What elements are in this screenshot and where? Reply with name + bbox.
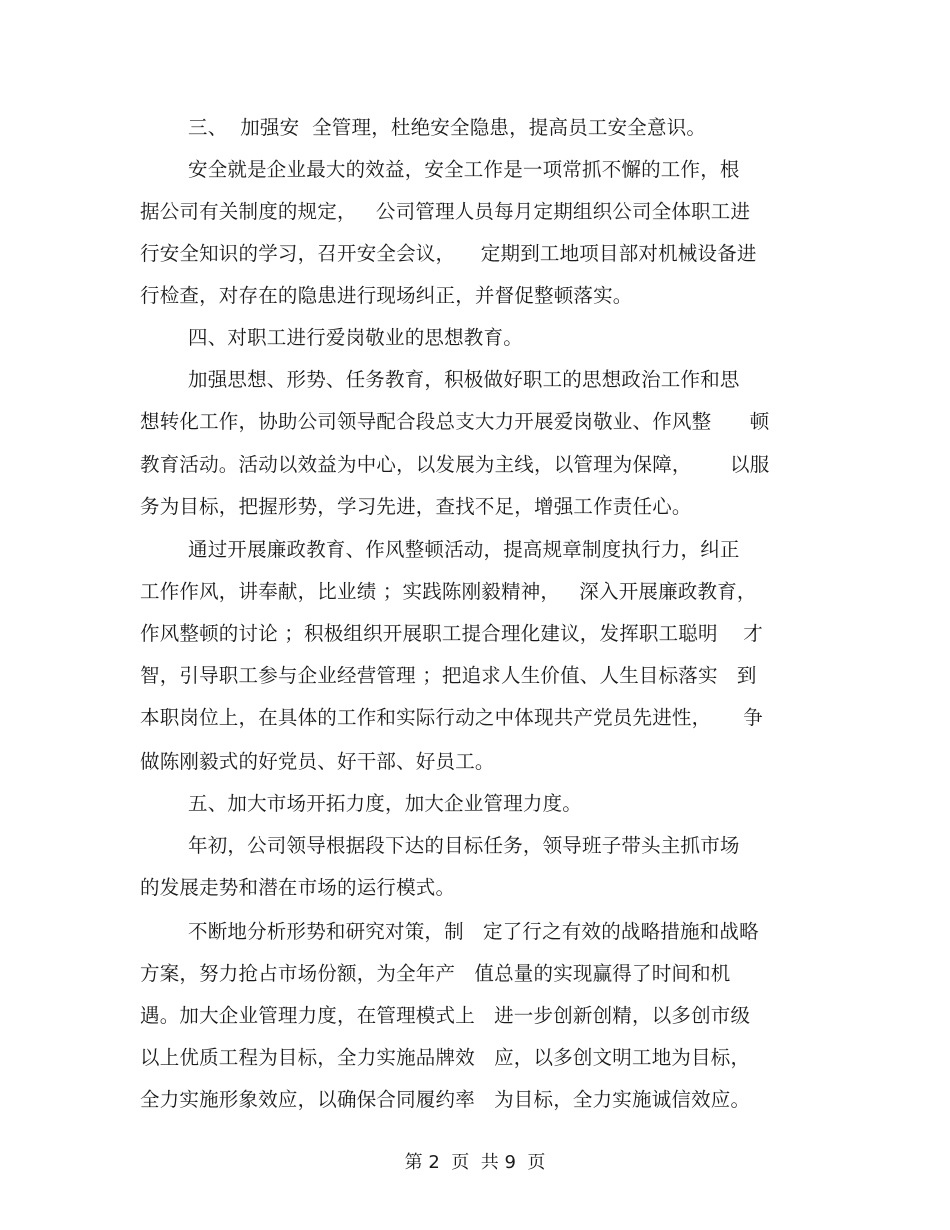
paragraph-line: 以上优质工程为目标，全力实施品牌效 应，以多创文明工地为目标， <box>140 1046 751 1069</box>
paragraph-line: 通过开展廉政教育、作风整顿活动，提高规章制度执行力，纠正 <box>188 538 740 561</box>
section-heading-safety: 三、 加强安 全管理，杜绝安全隐患，提高员工安全意识。 <box>188 116 707 139</box>
paragraph-line: 加强思想、形势、任务教育，积极做好职工的思想政治工作和思 <box>188 368 740 391</box>
paragraph-line: 做陈刚毅式的好党员、好干部、好员工。 <box>140 750 495 773</box>
paragraph-line: 据公司有关制度的规定， 公司管理人员每月定期组织公司全体职工进 <box>140 200 751 223</box>
paragraph-line: 行安全知识的学习，召开安全会议， 定期到工地项目部对机械设备进 <box>140 242 757 265</box>
paragraph-line: 全力实施形象效应，以确保合同履约率 为目标，全力实施诚信效应。 <box>140 1088 751 1111</box>
page-number-footer: 第 2 页 共 9 页 <box>404 1152 546 1173</box>
section-heading-market: 五、加大市场开拓力度，加大企业管理力度。 <box>188 792 583 815</box>
paragraph-line: 年初，公司领导根据段下达的目标任务，领导班子带头主抓市场 <box>188 834 740 857</box>
paragraph-line: 教育活动。活动以效益为中心，以发展为主线，以管理为保障， 以服 <box>140 453 770 476</box>
paragraph-line: 不断地分析形势和研究对策，制 定了行之有效的战略措施和战略 <box>188 920 759 943</box>
paragraph-line: 遇。加大企业管理力度，在管理模式上 进一步创新创精，以多创市级 <box>140 1004 751 1027</box>
paragraph-line: 本职岗位上，在具体的工作和实际行动之中体现共产党员先进性， 争 <box>140 706 763 729</box>
paragraph-line: 智，引导职工参与企业经营管理 ；把追求人生价值、人生目标落实 到 <box>140 664 757 687</box>
paragraph-line: 行检查，对存在的隐患进行现场纠正，并督促整顿落实。 <box>140 284 633 307</box>
paragraph-line: 工作作风，讲奉献，比业绩 ；实践陈刚毅精神， 深入开展廉政教育， <box>140 580 757 603</box>
paragraph-line: 方案，努力抢占市场份额，为全年产 值总量的实现赢得了时间和机 <box>140 962 731 985</box>
paragraph-line: 务为目标，把握形势，学习先进，查找不足，增强工作责任心。 <box>140 495 692 518</box>
paragraph-line: 作风整顿的讨论 ；积极组织开展职工提合理化建议，发挥职工聪明 才 <box>140 622 763 645</box>
paragraph-line: 安全就是企业最大的效益，安全工作是一项常抓不懈的工作，根 <box>188 158 740 181</box>
section-heading-education: 四、对职工进行爱岗敬业的思想教育。 <box>188 326 523 349</box>
paragraph-line: 想转化工作，协助公司领导配合段总支大力开展爱岗敬业、作风整 顿 <box>140 410 770 433</box>
paragraph-line: 的发展走势和潜在市场的运行模式。 <box>140 876 456 899</box>
